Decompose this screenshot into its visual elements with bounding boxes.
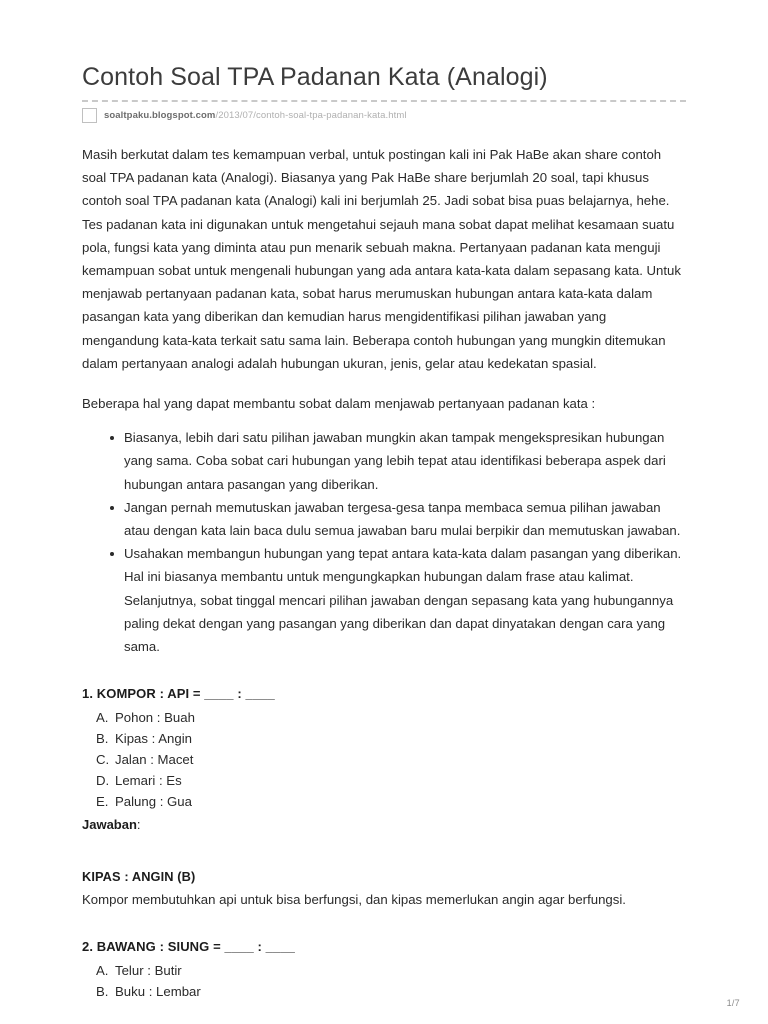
list-item: Usahakan membangun hubungan yang tepat antara kata-kata dalam pasangan yang diberikan. Hal ini biasanya membantu untuk mengungkapkan hubungan dalam frase atau kalimat. Selanjutnya, sobat tinggal mencari pilihan jawaban dengan sepasang kata yang hubungannya paling dekat dengan yang pasangan yang diberikan dan dapat dinyatakan dengan cara yang sama. [82,542,686,658]
spacer [82,658,686,683]
page-number: 1/7 [726,998,740,1008]
choice-letter: A. [96,963,109,979]
explanation-heading: KIPAS : ANGIN (B) [82,869,196,885]
question-block-1 [82,683,686,836]
choice-letter: A. [96,710,109,726]
tips-list [82,426,686,658]
page-title: Contoh Soal TPA Padanan Kata (Analogi) [82,63,548,91]
choice-option [82,981,686,1002]
source-url [104,111,407,121]
choice-text: Jalan : Macet [115,752,194,768]
tips-lead-in: Beberapa hal yang dapat membantu sobat dalam menjawab pertanyaan padanan kata : [82,396,596,412]
list-item: Biasanya, lebih dari satu pilihan jawaban mungkin akan tampak mengekspresikan hubungan yang sama. Coba sobat cari hubungan yang lebih tepat atau identifikasi beberapa aspek dari hubungan antara pasangan yang diberikan. [82,426,686,496]
spacer [82,415,686,426]
choice-letter: D. [96,773,110,789]
choice-letter: B. [96,984,109,1000]
choice-option [82,707,686,728]
spacer [82,375,686,392]
choice-text: Kipas : Angin [115,731,192,747]
question-block-2 [82,936,686,1002]
choice-text: Pohon : Buah [115,710,195,726]
explanation-text: Kompor membutuhkan api untuk bisa berfungsi, dan kipas memerlukan angin agar berfungsi. [82,892,626,908]
answer-label-text: Jawaban [82,817,137,833]
url-domain: soaltpaku.blogspot.com [104,109,216,121]
intro-paragraph-1: Masih berkutat dalam tes kemampuan verbal, untuk postingan kali ini Pak HaBe akan share contoh soal TPA padanan kata (Analogi). Biasanya yang Pak HaBe share berjumlah 20 soal, tapi khusus contoh soal TPA padanan kata (Analogi) kali ini berjumlah 25. Jadi sobat bisa puas belajarnya, hehe. [82,147,670,209]
url-path: /2013/07/contoh-soal-tpa-padanan-kata.html [215,109,407,121]
intro-paragraph-2: Tes padanan kata ini digunakan untuk mengetahui sejauh mana sobat dapat melihat kesamaan suatu pola, fungsi kata yang diminta atau pun menarik sebuah makna. Pertanyaan padanan kata menguji kemampuan sobat untuk mengenali hubungan yang ada antara kata-kata dalam sepasang kata. Untuk menjawab pertanyaan padanan kata, sobat harus merumuskan hubungan antara kata-kata dalam pasangan kata yang diberikan dan kemudian harus mengidentifikasi pilihan jawaban yang mengandung kata-kata terkait satu sama lain. Beberapa contoh hubungan yang mungkin ditemukan dalam pertanyaan analogi adalah hubungan ukuran, jenis, gelar atau kedekatan spasial. [82,216,681,371]
choice-letter: B. [96,731,109,747]
spacer [82,911,686,936]
choice-text: Palung : Gua [115,794,192,810]
choice-text: Buku : Lembar [115,984,201,1000]
header-divider [82,100,686,102]
choice-letter: E. [96,794,109,810]
choice-option [82,791,686,812]
favicon-placeholder-icon [82,108,97,123]
spacer [82,849,686,866]
source-url-row [82,108,686,123]
choice-option [82,728,686,749]
choice-text: Telur : Butir [115,963,182,979]
answer-label-colon: : [136,817,141,833]
choice-list [82,707,686,812]
list-item: Jangan pernah memutuskan jawaban tergesa-gesa tanpa membaca semua pilihan jawaban atau dengan kata lain baca dulu semua jawaban baru mulai berpikir dan memutuskan jawaban. [82,496,686,542]
choice-letter: C. [96,752,110,768]
choice-list [82,960,686,1002]
choice-text: Lemari : Es [115,773,182,789]
choice-option [82,770,686,791]
choice-option [82,960,686,981]
choice-option [82,749,686,770]
document-content [82,62,686,1002]
answer-label [82,814,686,836]
question-stem: 2. BAWANG : SIUNG = ____ : ____ [82,939,295,955]
explanation-block-1 [82,866,686,911]
question-stem: 1. KOMPOR : API = ____ : ____ [82,686,275,702]
